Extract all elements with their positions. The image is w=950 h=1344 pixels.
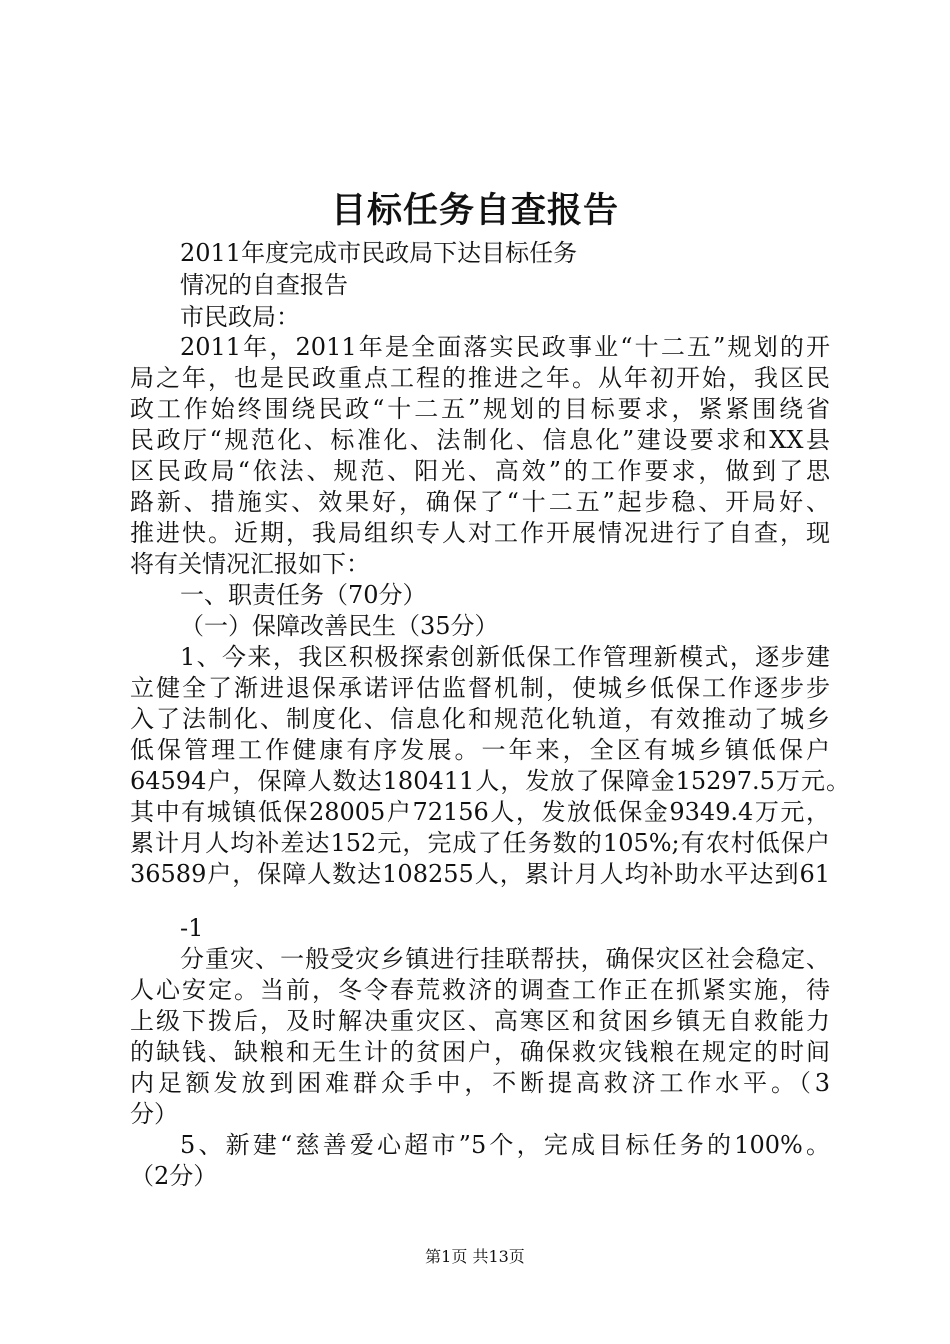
paragraph-line: 推进快。近期，我局组织专人对工作开展情况进行了自查，现 xyxy=(130,519,830,547)
paragraph-line: 上级下拨后，及时解决重灾区、高寒区和贫困乡镇无自救能力 xyxy=(130,1007,830,1035)
paragraph-line: 人心安定。当前，冬令春荒救济的调查工作正在抓紧实施，待 xyxy=(130,976,830,1004)
paragraph-line: 的缺钱、缺粮和无生计的贫困户，确保救灾钱粮在规定的时间 xyxy=(130,1038,830,1066)
paragraph-line: 区民政局“依法、规范、阳光、高效”的工作要求，做到了思 xyxy=(130,457,830,485)
heading-line-2: 情况的自查报告 xyxy=(180,271,348,299)
paragraph-line: 累计月人均补差达152元，完成了任务数的105%;有农村低保户 xyxy=(130,829,830,857)
paragraph-line: 立健全了渐进退保承诺评估监督机制，使城乡低保工作逐步步 xyxy=(130,674,830,702)
item-line: 5、新建“慈善爱心超市”5个，完成目标任务的100%。 xyxy=(180,1131,830,1159)
heading-line-1: 2011年度完成市民政局下达目标任务 xyxy=(180,239,578,267)
section-heading: 一、职责任务（70分） xyxy=(180,581,427,609)
document-title: 目标任务自查报告 xyxy=(330,191,619,231)
paragraph-line: 将有关情况汇报如下： xyxy=(130,550,370,578)
paragraph-line: 入了法制化、制度化、信息化和规范化轨道，有效推动了城乡 xyxy=(130,705,830,733)
paragraph-line: 内足额发放到困难群众手中，不断提高救济工作水平。（3 xyxy=(130,1069,830,1097)
salutation: 市民政局： xyxy=(180,303,300,331)
paragraph-line: 民政厅“规范化、标准化、法制化、信息化”建设要求和XX县 xyxy=(130,426,830,454)
paragraph-line: 1、今来，我区积极探索创新低保工作管理新模式，逐步建 xyxy=(180,643,830,671)
paragraph-line: 政工作始终围绕民政“十二五”规划的目标要求，紧紧围绕省 xyxy=(130,395,830,423)
paragraph-line: 64594户，保障人数达180411人，发放了保障金15297.5万元。 xyxy=(130,767,850,795)
paragraph-line: 路新、措施实、效果好，确保了“十二五”起步稳、开局好、 xyxy=(130,488,830,516)
paragraph-line: 低保管理工作健康有序发展。一年来，全区有城乡镇低保户 xyxy=(130,736,830,764)
paragraph-line: 36589户，保障人数达108255人，累计月人均补助水平达到61 xyxy=(130,860,830,888)
subsection-heading: （一）保障改善民生（35分） xyxy=(180,612,499,640)
item-line: （2分） xyxy=(130,1162,218,1190)
paragraph-line: 分重灾、一般受灾乡镇进行挂联帮扶，确保灾区社会稳定、 xyxy=(180,945,830,973)
paragraph-line: 其中有城镇低保28005户72156人，发放低保金9349.4万元， xyxy=(130,798,830,826)
page-footer: 第1页 共13页 xyxy=(425,1247,525,1266)
paragraph-line: 局之年，也是民政重点工程的推进之年。从年初开始，我区民 xyxy=(130,364,830,392)
paragraph-line: 分） xyxy=(130,1100,178,1128)
paragraph-line: 2011年，2011年是全面落实民政事业“十二五”规划的开 xyxy=(180,333,830,361)
page-marker: -1 xyxy=(180,914,204,942)
